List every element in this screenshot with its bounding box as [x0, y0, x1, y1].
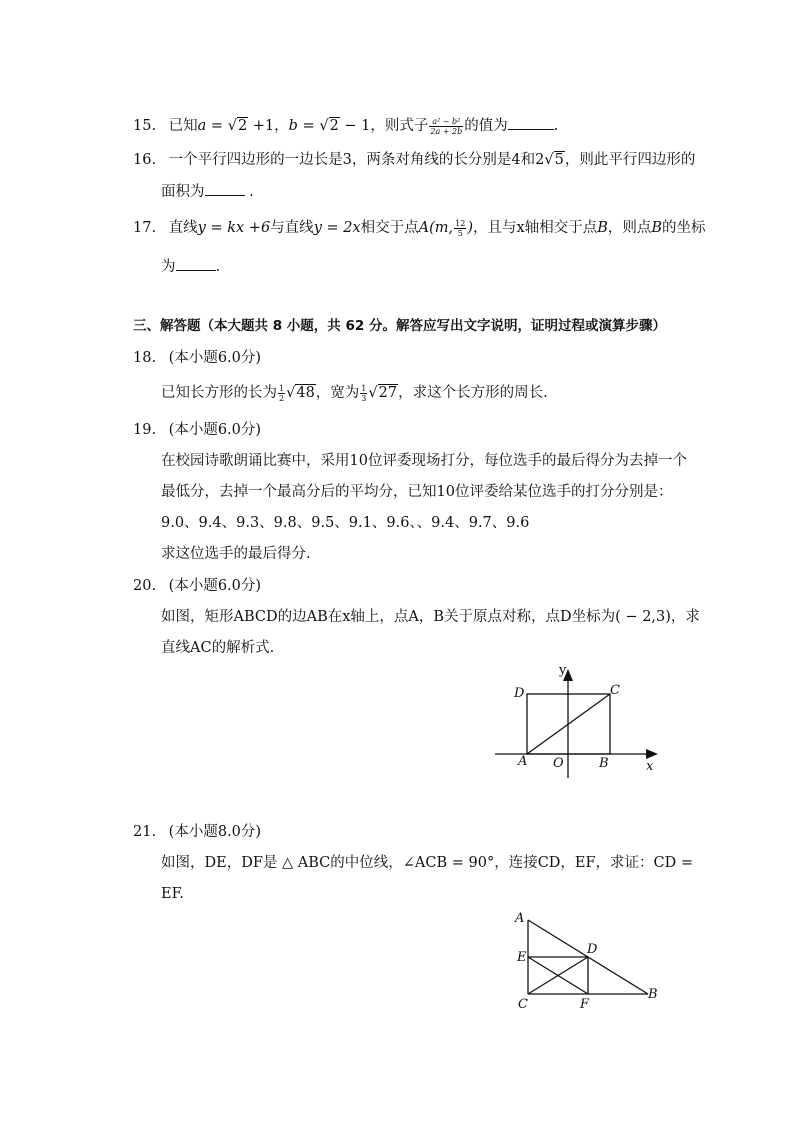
- q21-points: (本小题8.0分): [168, 824, 262, 840]
- label-D: D: [514, 686, 525, 701]
- label-A: A: [515, 911, 525, 926]
- q17-number: 17.: [133, 220, 157, 236]
- label-y: y: [559, 663, 567, 678]
- q20-line1: 如图，矩形ABCD的边AB在x轴上，点A，B关于原点对称，点D坐标为( − 2,3)，求: [161, 609, 700, 625]
- q19-points: (本小题6.0分): [168, 422, 262, 438]
- question-16: 16. 一个平行四边形的一边长是3，两条对角线的长分别是4和2√5，则此平行四边形的: [133, 152, 696, 168]
- answer-blank-16[interactable]: [205, 181, 245, 196]
- label-B: B: [599, 756, 609, 771]
- q20-points: (本小题6.0分): [168, 578, 262, 594]
- label-C: C: [518, 997, 528, 1012]
- q16-number: 16.: [133, 152, 157, 168]
- q19-line1: 在校园诗歌朗诵比赛中，采用10位评委现场打分，每位选手的最后得分为去掉一个: [161, 453, 687, 469]
- q19-line3: 9.0、9.4、9.3、9.8、9.5、9.1、9.6、、9.4、9.7、9.6: [161, 515, 530, 531]
- label-O: O: [553, 756, 564, 771]
- q20-line2: 直线AC的解析式.: [161, 640, 275, 656]
- label-x: x: [646, 759, 654, 774]
- question-20: 20. (本小题6.0分): [133, 578, 262, 594]
- answer-blank-15[interactable]: [508, 115, 554, 130]
- question-17-line2: 为 .: [161, 256, 220, 277]
- q21-line2: EF.: [161, 886, 184, 902]
- q15-number: 15.: [133, 118, 157, 134]
- question-17: 17. 直线y = kx +6与直线y = 2x相交于点A(m, $\frac{12}{5}$ )，且与x轴相交于点B，则点B的坐标: [133, 218, 706, 238]
- q15-fraction: $\frac{\text{a² − b²}}{2a + 2b}$: [430, 116, 463, 136]
- q19-line4: 求这位选手的最后得分.: [161, 546, 311, 562]
- label-B: B: [648, 987, 658, 1002]
- label-A: A: [518, 754, 528, 769]
- question-18-body: 已知长方形的长为 $\frac{1}{2}$ √48，宽为 $\frac{1}{3}$ √27，求这个长方形的周长.: [161, 383, 548, 403]
- question-21: 21. (本小题8.0分): [133, 824, 262, 840]
- triangle-figure: [510, 905, 665, 1015]
- question-16-line2: 面积为 .: [161, 181, 254, 202]
- question-18: 18. (本小题6.0分): [133, 350, 262, 366]
- rectangle-figure: [490, 660, 665, 785]
- question-15: 15. 已知a = √2 +1，b = √2 − 1，则式子 $\frac{\text{a² − b²}}{2a + 2b}$ 的值为 .: [133, 116, 559, 136]
- question-19: 19. (本小题6.0分): [133, 422, 262, 438]
- label-D: D: [587, 942, 598, 957]
- q18-points: (本小题6.0分): [168, 350, 262, 366]
- label-F: F: [580, 997, 590, 1012]
- q21-line1: 如图，DE，DF是 △ ABC的中位线，∠ACB = 90°，连接CD，EF，求证：CD =: [161, 855, 694, 871]
- q19-line2: 最低分，去掉一个最高分后的平均分，已知10位评委给某位选手的打分分别是：: [161, 484, 673, 500]
- answer-blank-17[interactable]: [176, 256, 216, 271]
- label-E: E: [517, 950, 527, 965]
- section-3-header: 三、解答题（本大题共 8 小题，共 62 分。解答应写出文字说明，证明过程或演算步骤）: [133, 318, 666, 334]
- label-C: C: [610, 683, 620, 698]
- x-axis-arrow: [646, 749, 658, 759]
